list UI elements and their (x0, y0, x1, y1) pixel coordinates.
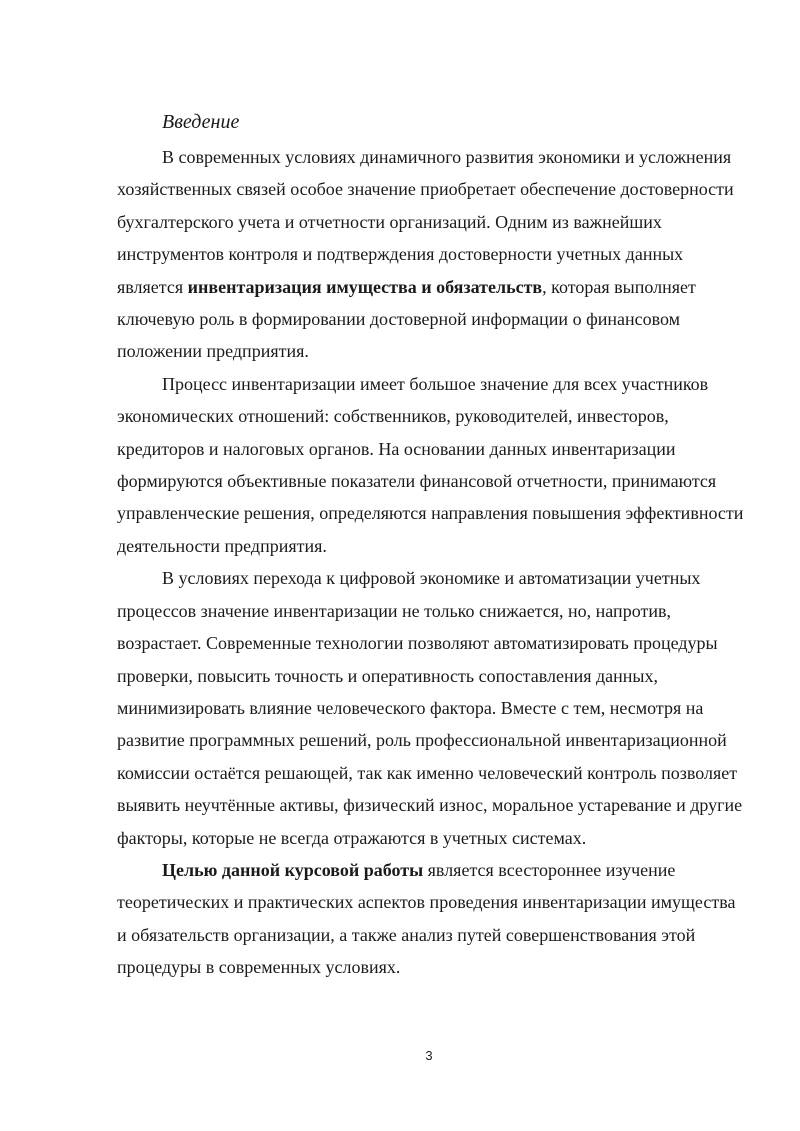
paragraph-2: Процесс инвентаризации имеет большое значение для всех участников экономических отношений: собственников, руководителей, инвесторов, кредиторов и налоговых органов. На основании данных инвентаризации формируются объективные показатели финансовой отчетности, принимаются управленческие решения, определяются направления повышения эффективности деятельности предприятия. (117, 373, 744, 556)
paragraph-1-bold-term: инвентаризация имущества и обязательств (187, 276, 543, 297)
paragraph-4-bold-term: Целью данной курсовой работы (162, 859, 424, 880)
paragraph-3: В условиях перехода к цифровой экономике и автоматизации учетных процессов значение инвентаризации не только снижается, но, напротив, возрастает. Современные технологии позволяют автоматизировать процедуры проверки, повысить точность и оперативность сопоставления данных, минимизировать влияние человеческого фактора. Вместе с тем, несмотря на развитие программных решений, роль профессиональной инвентаризационной комиссии остаётся решающей, так как именно человеческий контроль позволяет выявить неучтённые активы, физический износ, моральное устаревание и другие факторы, которые не всегда отражаются в учетных системах. (117, 568, 743, 848)
page-number: 3 (425, 1048, 433, 1063)
paragraph-1-text-end: , которая выполняет ключевую роль в формировании достоверной информации о финансовом положении предприятия. (117, 276, 696, 362)
section-heading: Введение (162, 111, 240, 133)
page-content (117, 108, 745, 984)
paragraph-4 (117, 854, 745, 984)
paragraph-1 (117, 141, 745, 368)
paragraph-4-text-end: является всестороннее изучение теоретических и практических аспектов проведения инвентаризации имущества и обязательств организации, а также анализ путей совершенствования этой процедуры в современных условиях. (117, 859, 736, 978)
paragraph-1-text-start: В современных условиях динамичного развития экономики и усложнения хозяйственных связей особое значение приобретает обеспечение достоверности бухгалтерского учета и отчетности организаций. Одним из важнейших инструментов контроля и подтверждения достоверности учетных данных является (117, 147, 734, 297)
